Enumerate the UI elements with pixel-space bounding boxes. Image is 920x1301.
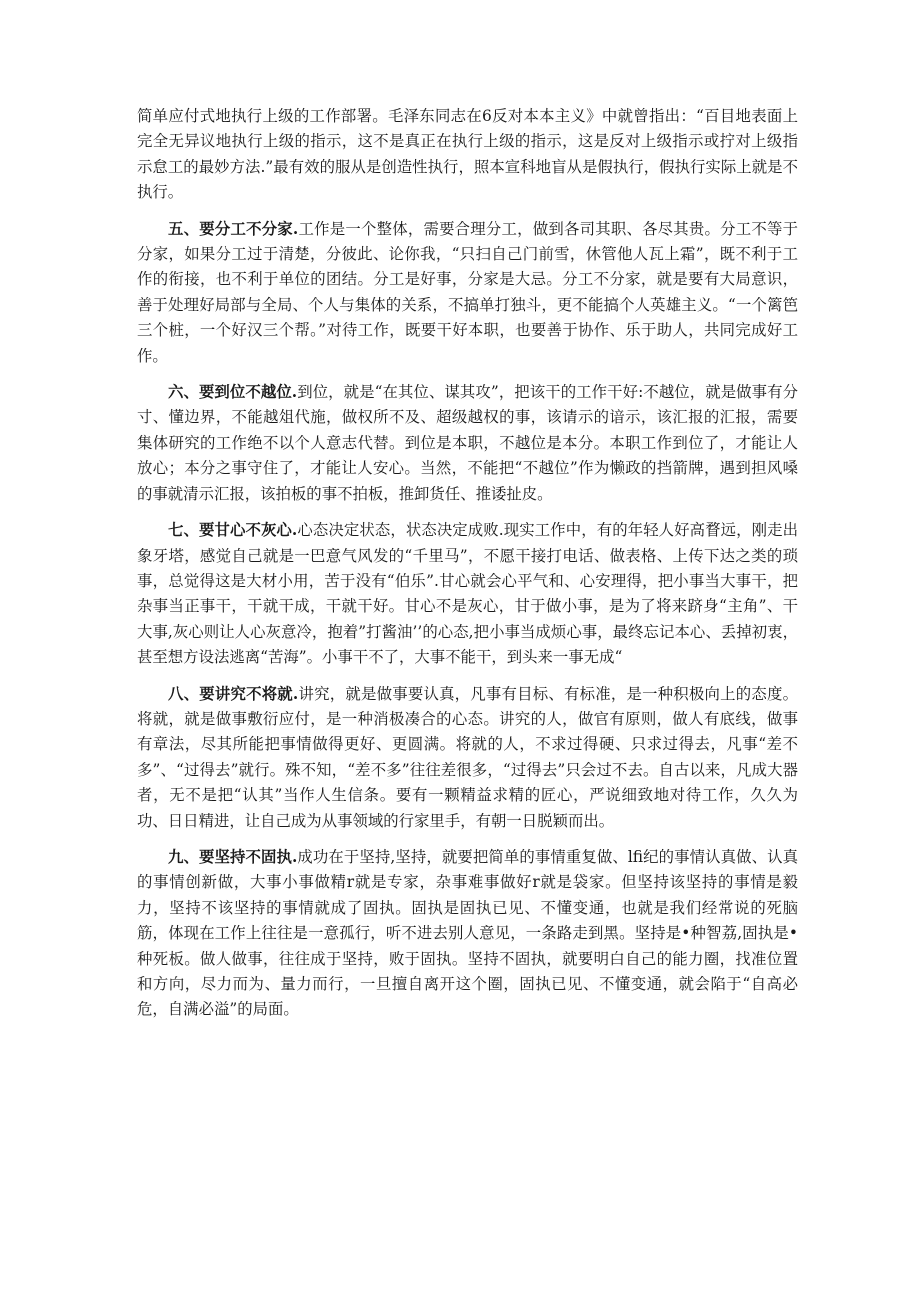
section-heading: 八、要讲究不将就. bbox=[168, 684, 299, 703]
paragraph-body: 到位，就是“在其位、谋其攻”，把该干的工作干好:不越位，就是做事有分寸、懂边界，不能越俎代施，做权所不及、超级越权的事，该请示的谙示，该汇报的汇报，需要集体研究的工作绝不以个人意志代替。到位是本职，不越位是本分。本职工作到位了，才能让人放心；本分之事守住了，才能让人安心。当然，不能把“不越位”作为懒政的挡箭牌，遇到担风嗓的事就清示汇报，该拍板的事不拍板，推卸货任、推诿扯皮。 bbox=[137, 383, 798, 503]
paragraph-body: 心态决定状态，状态决定成败.现实工作中，有的年轻人好高瞀远，刚走出象牙塔，感觉自己就是一巴意气风发的“千里马”，不愿干接打电话、做表格、上传下达之类的琐事，总觉得这是大材小用，苦于没有“伯乐”.甘心就会心平气和、心安理得，把小事当大事干，把杂事当正事干，干就干成，干就干好。甘心不是灰心，甘于做小事，是为了将来跻身“主角”、干大事,灰心则让人心灰意冷，抱着”打酱油’’的心态,把小事当成烦心事，最终忘记本心、丢掉初衷，甚至想方设法逃离“苦海”。小事干不了，大事不能干，到头来一事无成“ bbox=[137, 521, 798, 667]
paragraph-section-8 bbox=[137, 682, 798, 834]
paragraph-section-9 bbox=[137, 845, 798, 1023]
paragraph-body: 讲究，就是做事要认真，凡事有目标、有标准，是一种积极向上的态度。将就，就是做事敷衍应付，是一种消极凑合的心态。讲究的人，做官有原则，做人有底线，做事有章法，尽其所能把事情做得更好、更圆满。将就的人，不求过得硬、只求过得去，凡事“差不多”、“过得去”就行。殊不知，“差不多”往往差很多，“过得去”只会过不去。自古以来，凡成大器者，无不是把“认其”当作人生信条。要有一颗精益求精的匠心，严说细致地对待工作，久久为功、日日精进，让自己成为从事领域的行家里手，有朝一日脱颖而出。 bbox=[137, 684, 798, 830]
paragraph-section-6 bbox=[137, 380, 798, 507]
paragraph-body: 工作是一个整体，需要合理分工，做到各司其职、各尽其贵。分工不等于分家，如果分工过于清楚，分彼此、论你我，“只扫自己门前雪，休管他人瓦上霜”，既不利于工作的衔接，也不利于单位的团结。分工是好事，分家是大忌。分工不分家，就是要有大局意识，善于处理好局部与全局、个人与集体的关系，不搞单打独斗，更不能搞个人英雄主义。“一个篱笆三个桩，一个好汉三个帮。”对待工作，既要干好本职，也要善于协作、乐于助人，共同完成好工作。 bbox=[137, 219, 798, 365]
paragraph-body: 简单应付式地执行上级的工作部署。毛泽东同志在6反对本本主义》中就曾指出：“百目地表面上完全无异议地执行上级的指示，这不是真正在执行上级的指示，这是反对上级指示或拧对上级指示怠工的最妙方法.”最有效的服从是创造性执行，照本宣科地盲从是假执行，假执行实际上就是不执行。 bbox=[137, 107, 798, 202]
paragraph-section-5 bbox=[137, 217, 798, 369]
paragraph-section-7 bbox=[137, 518, 798, 670]
section-heading: 六、要到位不越位. bbox=[168, 383, 298, 402]
section-heading: 五、要分工不分家. bbox=[168, 219, 299, 238]
paragraph-continuation bbox=[137, 104, 798, 206]
section-heading: 九、要坚持不固执. bbox=[168, 847, 298, 866]
paragraph-body: 成功在于坚持,坚持，就要把简单的事情重复做、lfi纪的事情认真做、认真的事情创新做，大事小事做精r就是专家，杂事难事做好r就是袋家。但坚持该坚持的事情是毅力，坚持不该坚持的事情就成了固执。固执是固执已见、不懂变通，也就是我们经常说的死脑筋，体现在工作上往往是一意孤行，听不进去别人意见，一条路走到黑。坚持是•种智荔,固执是•种死板。做人做事，往往成于坚持，败于固执。坚持不固执，就要明白自己的能力圈，找准位置和方向，尽力而为、量力而行，一旦擅自离开这个圈，固执已见、不懂变通，就会陷于“自高必危，自满必溢”的局面。 bbox=[137, 847, 798, 1019]
section-heading: 七、要甘心不灰心. bbox=[168, 521, 298, 540]
